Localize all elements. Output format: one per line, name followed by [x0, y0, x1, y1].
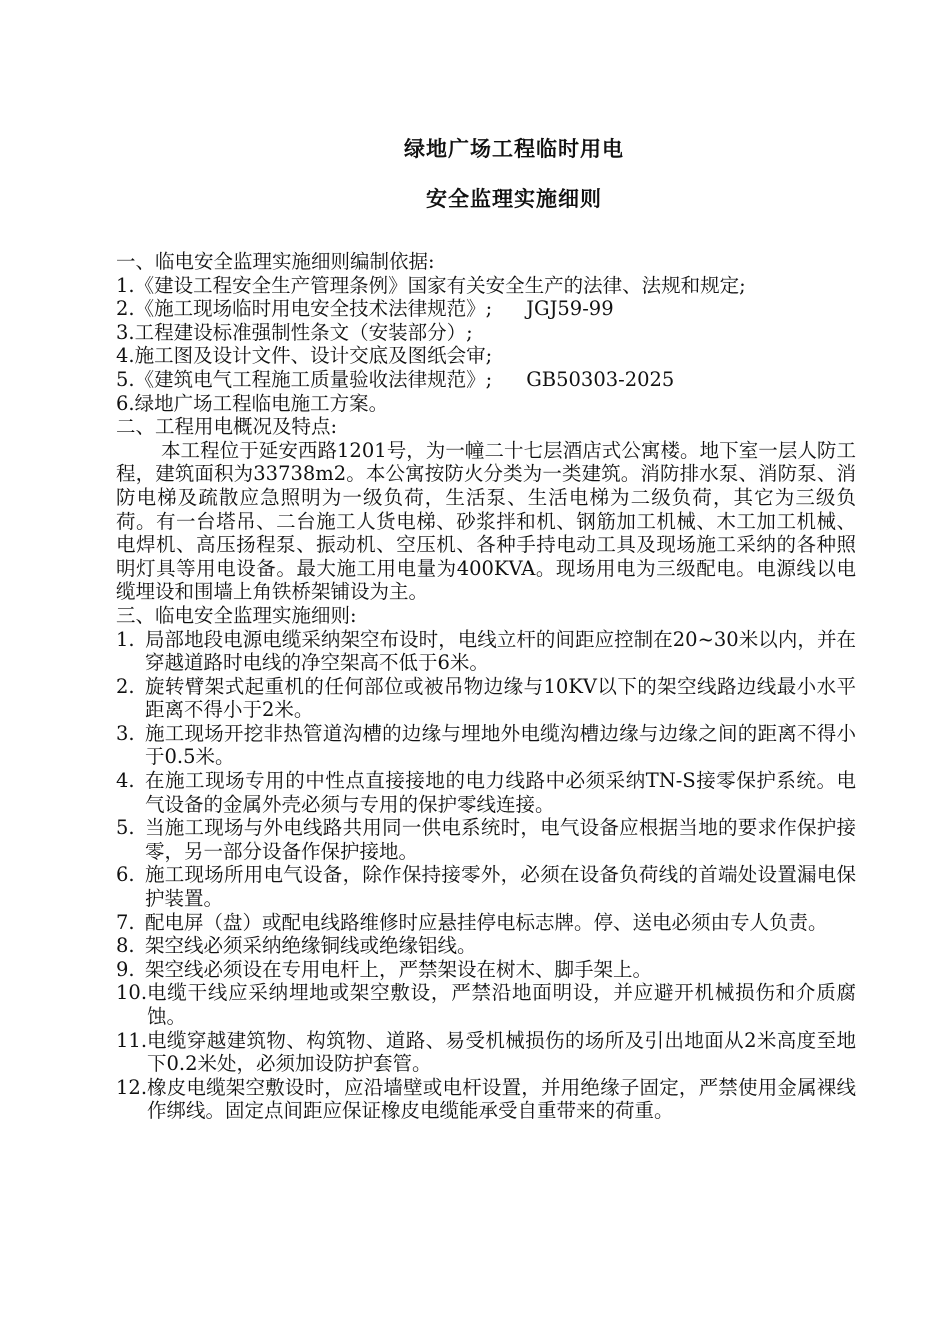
rule-number: 8.	[116, 934, 135, 958]
basis-item-text: 2.《施工现场临时用电安全技术法律规范》;	[116, 297, 493, 321]
rule-item	[116, 628, 856, 675]
rule-number: 9.	[116, 957, 135, 981]
basis-item	[116, 321, 856, 345]
rule-item	[116, 1029, 856, 1076]
rule-item	[116, 769, 856, 816]
rule-number: 3.	[116, 721, 135, 745]
rule-text: 在施工现场专用的中性点直接接地的电力线路中必须采纳TN-S接零保护系统。电气设备的金属外壳必须与专用的保护零线连接。	[145, 769, 856, 816]
rule-item	[116, 863, 856, 910]
basis-item-text: 3.工程建设标准强制性条文（安装部分）;	[116, 320, 473, 344]
rule-text: 当施工现场与外电线路共用同一供电系统时，电气设备应根据当地的要求作保护接零，另一部分设备作保护接地。	[145, 816, 856, 863]
basis-item-text: 6.绿地广场工程临电施工方案。	[116, 391, 389, 415]
basis-item-text: 4.施工图及设计文件、设计交底及图纸会审;	[116, 344, 493, 368]
basis-item	[116, 297, 856, 321]
rule-text: 架空线必须采纳绝缘铜线或绝缘铝线。	[145, 934, 477, 958]
rule-number: 12.	[116, 1075, 148, 1099]
basis-item-text: 5.《建筑电气工程施工质量验收法律规范》;	[116, 367, 493, 391]
basis-item-text: 1.《建设工程安全生产管理条例》国家有关安全生产的法律、法规和规定;	[116, 273, 746, 297]
basis-item	[116, 392, 856, 416]
rule-text: 施工现场开挖非热管道沟槽的边缘与埋地外电缆沟槽边缘与边缘之间的距离不得小于0.5米。	[145, 721, 856, 769]
rule-text: 橡皮电缆架空敷设时，应沿墙壁或电杆设置，并用绝缘子固定，严禁使用金属裸线作绑线。固定点间距应保证橡皮电缆能承受自重带来的荷重。	[147, 1075, 856, 1123]
rule-text: 电缆穿越建筑物、构筑物、道路、易受机械损伤的场所及引出地面从2米高度至地下0.2米处，必须加设防护套管。	[147, 1028, 856, 1076]
basis-item	[116, 274, 856, 298]
section3-heading: 三、临电安全监理实施细则:	[116, 603, 357, 627]
rule-number: 6.	[116, 863, 135, 887]
rule-number: 2.	[116, 674, 135, 698]
rule-number: 10.	[116, 981, 148, 1005]
rule-text: 局部地段电源电缆采纳架空布设时，电线立杆的间距应控制在20~30米以内，并在穿越道路时电线的净空架高不低于6米。	[145, 627, 856, 675]
rule-item	[116, 675, 856, 722]
rule-text: 配电屏（盘）或配电线路维修时应悬挂停电标志牌。停、送电必须由专人负责。	[145, 910, 828, 934]
basis-item-code: JGJ59-99	[526, 297, 614, 321]
rule-text: 电缆干线应采纳埋地或架空敷设，严禁沿地面明设，并应避开机械损伤和介质腐蚀。	[147, 981, 856, 1028]
rule-item	[116, 722, 856, 769]
rule-number: 4.	[116, 769, 135, 793]
document-title-line1: 绿地广场工程临时用电	[404, 137, 624, 161]
rule-number: 5.	[116, 816, 135, 840]
basis-item-code: GB50303-2025	[526, 367, 675, 391]
document-body	[116, 250, 856, 1123]
rule-text: 架空线必须设在专用电杆上，严禁架设在树木、脚手架上。	[145, 957, 653, 981]
rule-item	[116, 981, 856, 1028]
document-title-line2: 安全监理实施细则	[426, 187, 602, 211]
rule-item	[116, 1076, 856, 1123]
basis-item	[116, 368, 856, 392]
rule-item	[116, 911, 856, 935]
overview-paragraph: 本工程位于延安西路1201号，为一幢二十七层酒店式公寓楼。地下室一层人防工程，建筑面积为33738m2。本公寓按防火分类为一类建筑。消防排水泵、消防泵、消防电梯及疏散应急照明为一级负荷，生活泵、生活电梯为二级负荷，其它为三级负荷。有一台塔吊、二台施工人货电梯、砂浆拌和机、钢筋加工机械、木工加工机械、电焊机、高压扬程泵、振动机、空压机、各种手持电动工具及现场施工采纳的各种照明灯具等用电设备。最大施工用电量为400KVA。现场用电为三级配电。电源线以电缆埋设和围墙上角铁桥架铺设为主。	[116, 438, 856, 604]
basis-item	[116, 344, 856, 368]
rule-item	[116, 816, 856, 863]
rule-number: 7.	[116, 910, 135, 934]
rule-text: 旋转臂架式起重机的任何部位或被吊物边缘与10KV以下的架空线路边线最小水平距离不得小于2米。	[145, 674, 856, 722]
rule-number: 11.	[116, 1028, 148, 1052]
rule-text: 施工现场所用电气设备，除作保持接零外，必须在设备负荷线的首端处设置漏电保护装置。	[145, 863, 856, 911]
rule-item	[116, 958, 856, 982]
section2-heading: 二、工程用电概况及特点:	[116, 415, 338, 439]
rule-number: 1.	[116, 627, 135, 651]
rule-item	[116, 934, 856, 958]
section1-heading: 一、临电安全监理实施细则编制依据:	[116, 250, 435, 273]
